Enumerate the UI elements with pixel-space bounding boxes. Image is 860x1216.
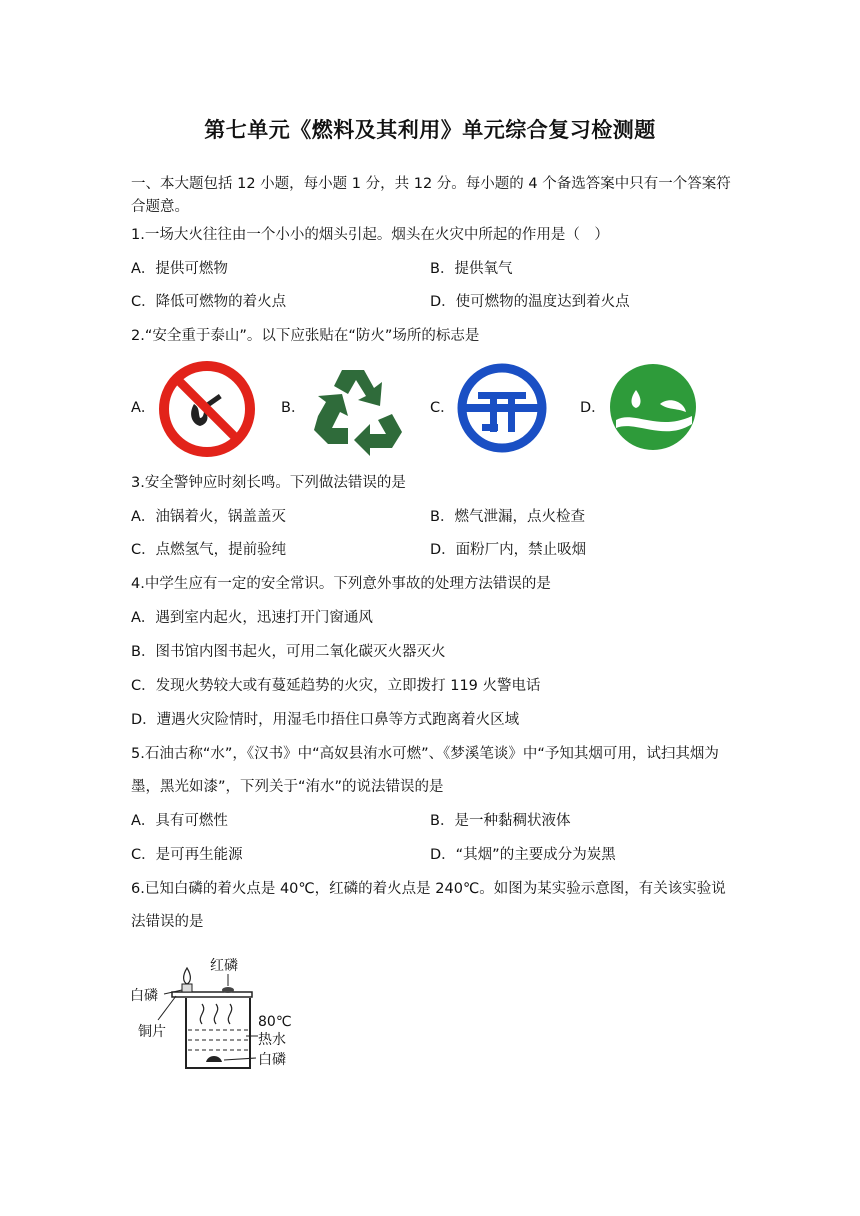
q6-stem-line2: 法错误的是 (131, 914, 204, 930)
q5-stem-line1: 5.石油古称“水”，《汉书》中“高奴县洧水可燃”、《梦溪笔谈》中“予知其烟可用，试扫其烟为 (131, 746, 719, 762)
q2-option-b-label: B． (281, 400, 306, 416)
q5-stem-line2: 墨，黑光如漆”，下列关于“洧水”的说法错误的是 (131, 779, 444, 795)
section-intro-line1: 一、本大题包括 12 小题，每小题 1 分，共 12 分。每小题的 4 个备选答案中只有一个答案符 (131, 176, 731, 192)
q2-option-c-label: C． (430, 400, 455, 416)
q5-option-b: B．是一种黏稠状液体 (430, 813, 571, 829)
q3-option-c: C．点燃氢气，提前验纯 (131, 542, 287, 558)
q5-option-d: D．“其烟”的主要成分为炭黑 (430, 847, 616, 863)
q3-option-d: D．面粉厂内，禁止吸烟 (430, 542, 587, 558)
recycle-sign-icon (308, 360, 404, 456)
q4-option-b: B．图书馆内图书起火，可用二氧化碳灭火器灭火 (131, 644, 446, 660)
label-copper-sheet: 铜片 (138, 1024, 166, 1040)
q3-option-a: A．油锅着火，锅盖盖灭 (131, 509, 286, 525)
q1-stem: 1.一场大火往往由一个小小的烟头引起。烟头在火灾中所起的作用是（ ） (131, 227, 609, 243)
phosphorus-combustion-experiment-diagram (128, 950, 298, 1074)
no-fire-sign-icon (158, 360, 256, 458)
q3-stem: 3.安全警钟应时刻长鸣。下列做法错误的是 (131, 475, 406, 491)
label-white-phosphorus-bottom: 白磷 (258, 1052, 286, 1068)
label-hot-water: 热水 (258, 1032, 286, 1048)
q3-option-b: B．燃气泄漏，点火检查 (430, 509, 585, 525)
q2-option-a-label: A． (131, 400, 156, 416)
q1-option-c: C．降低可燃物的着火点 (131, 294, 287, 310)
q1-option-b: B．提供氧气 (430, 261, 513, 277)
q4-option-d: D．遭遇火灾险情时，用湿毛巾捂住口鼻等方式跑离着火区域 (131, 712, 520, 728)
label-white-phosphorus-top: 白磷 (130, 988, 158, 1004)
label-red-phosphorus: 红磷 (210, 958, 238, 974)
page-title: 第七单元《燃料及其利用》单元综合复习检测题 (204, 118, 656, 142)
section-intro-line2: 合题意。 (131, 199, 189, 215)
blue-circular-sign-icon (456, 362, 548, 454)
q2-stem: 2.“安全重于泰山”。以下应张贴在“防火”场所的标志是 (131, 328, 480, 344)
q4-option-a: A．遇到室内起火，迅速打开门窗通风 (131, 610, 373, 626)
q5-option-c: C．是可再生能源 (131, 847, 243, 863)
q4-stem: 4.中学生应有一定的安全常识。下列意外事故的处理方法错误的是 (131, 576, 551, 592)
water-saving-sign-icon (608, 362, 698, 452)
q2-option-d-label: D． (580, 400, 606, 416)
q4-option-c: C．发现火势较大或有蔓延趋势的火灾，立即拨打 119 火警电话 (131, 678, 541, 694)
q1-option-a: A．提供可燃物 (131, 261, 228, 277)
q6-stem-line1: 6.已知白磷的着火点是 40℃，红磷的着火点是 240℃。如图为某实验示意图，有关该实验说 (131, 881, 726, 897)
q5-option-a: A．具有可燃性 (131, 813, 228, 829)
label-temperature: 80℃ (258, 1014, 292, 1030)
q1-option-d: D．使可燃物的温度达到着火点 (430, 294, 630, 310)
